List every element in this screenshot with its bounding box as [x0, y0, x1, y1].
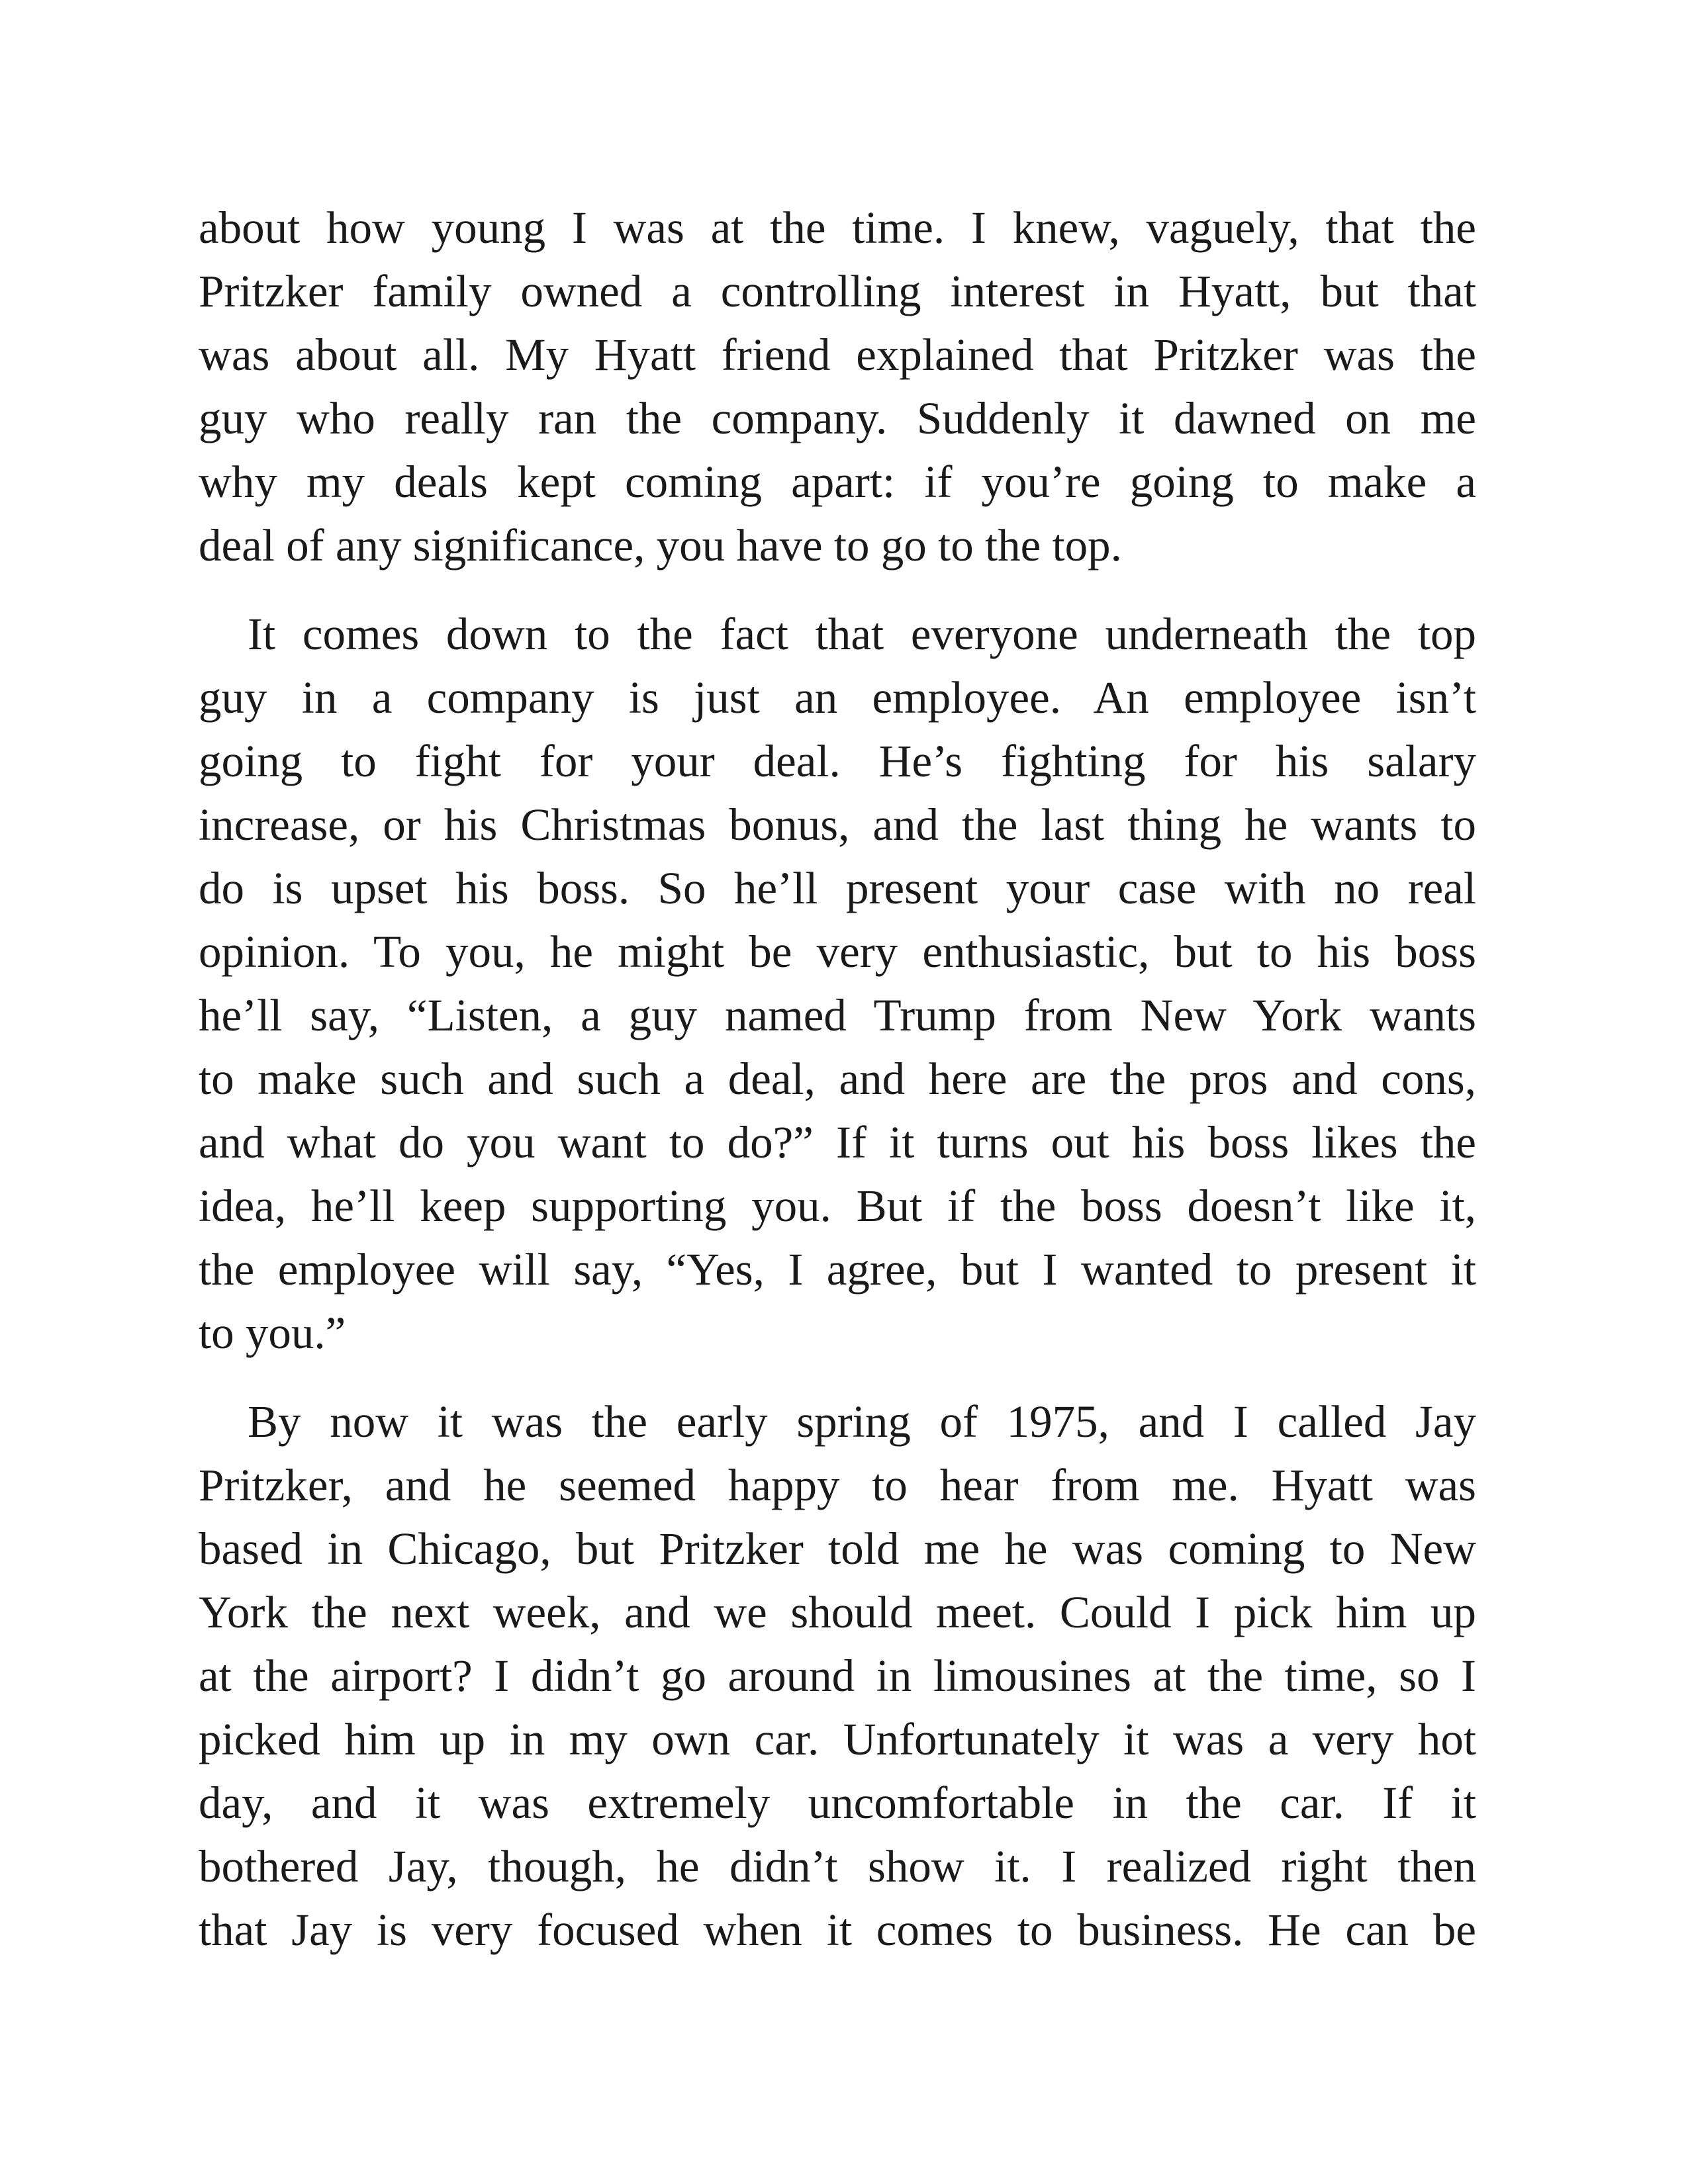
text-line: idea, he’ll keep supporting you. But if the boss doesn’t like it, — [199, 1181, 1476, 1231]
text-line: that Jay is very focused when it comes to business. He can be — [199, 1905, 1476, 1955]
text-line: based in Chicago, but Pritzker told me he was coming to New — [199, 1524, 1476, 1574]
text-line: the employee will say, “Yes, I agree, but I wanted to present it — [199, 1244, 1476, 1295]
text-line: guy in a company is just an employee. An employee isn’t — [199, 672, 1476, 723]
text-line: about how young I was at the time. I knew, vaguely, that the — [199, 203, 1476, 253]
text-line: and what do you want to do?” If it turns out his boss likes the — [199, 1117, 1476, 1167]
text-line: guy who really ran the company. Suddenly it dawned on me — [199, 393, 1476, 443]
paragraph-2 — [199, 602, 1476, 1365]
text-line: do is upset his boss. So he’ll present your case with no real — [199, 863, 1476, 913]
text-line: at the airport? I didn’t go around in limousines at the time, so I — [199, 1651, 1476, 1701]
text-line: By now it was the early spring of 1975, and I called Jay — [248, 1396, 1476, 1447]
text-line: increase, or his Christmas bonus, and the last thing he wants to — [199, 799, 1476, 850]
text-line: to you.” — [199, 1308, 346, 1358]
text-line: bothered Jay, though, he didn’t show it. I realized right then — [199, 1841, 1476, 1891]
paragraph-3 — [199, 1390, 1476, 1962]
text-line: opinion. To you, he might be very enthusiastic, but to his boss — [199, 927, 1476, 977]
text-line: York the next week, and we should meet. Could I pick him up — [199, 1587, 1476, 1637]
text-line: to make such and such a deal, and here are the pros and cons, — [199, 1054, 1476, 1104]
text-line: he’ll say, “Listen, a guy named Trump from New York wants — [199, 990, 1476, 1040]
text-line: picked him up in my own car. Unfortunately it was a very hot — [199, 1714, 1476, 1764]
text-line: why my deals kept coming apart: if you’re going to make a — [199, 457, 1476, 507]
body-text — [199, 196, 1476, 1962]
text-line: day, and it was extremely uncomfortable in the car. If it — [199, 1778, 1476, 1828]
text-line: Pritzker, and he seemed happy to hear from me. Hyatt was — [199, 1460, 1476, 1510]
text-line: deal of any significance, you have to go to the top. — [199, 520, 1122, 570]
paragraph-1 — [199, 196, 1476, 577]
text-line: going to fight for your deal. He’s fighting for his salary — [199, 736, 1476, 786]
text-line: It comes down to the fact that everyone underneath the top — [248, 609, 1476, 659]
text-line: was about all. My Hyatt friend explained that Pritzker was the — [199, 330, 1476, 380]
text-line: Pritzker family owned a controlling interest in Hyatt, but that — [199, 266, 1476, 316]
